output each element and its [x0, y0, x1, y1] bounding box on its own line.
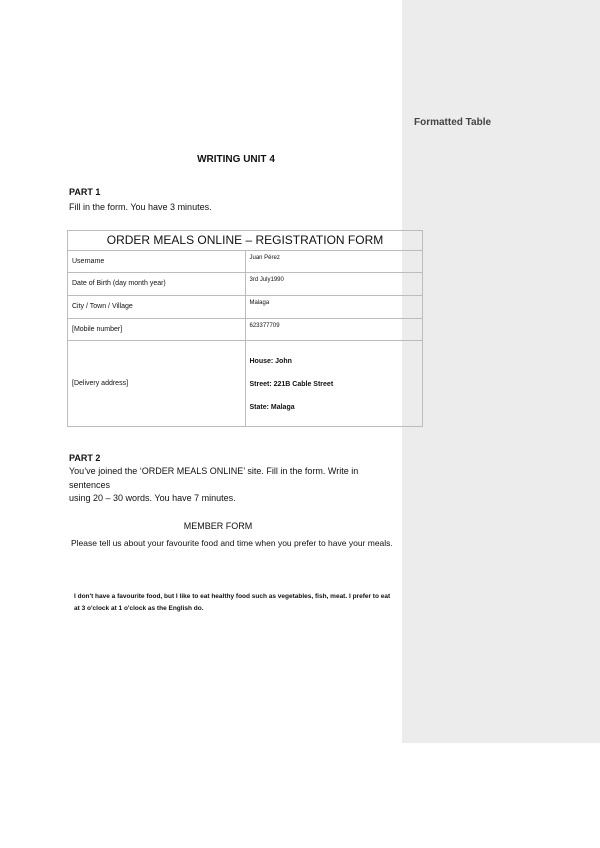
part2-instruction-line2: sentences	[69, 480, 111, 490]
part1-instruction: Fill in the form. You have 3 minutes.	[69, 202, 212, 212]
registration-form-table	[67, 230, 423, 427]
member-form-answer[interactable]: I don't have a favourite food, but I like to eat healthy food such as vegetables, fish, meat. I prefer to eat at 3 o'clock at 1 o'clock as the English do.	[74, 593, 391, 612]
username-label: Username	[68, 251, 246, 273]
mobile-label: [Mobile number]	[68, 319, 246, 341]
dob-value-cell[interactable]	[245, 273, 423, 296]
part2-heading: PART 2	[69, 453, 101, 463]
address-state: State: Malaga	[249, 404, 295, 411]
mobile-value: 623377709	[249, 323, 280, 329]
comment-title: Formatted Table	[414, 117, 492, 128]
dob-label: Date of Birth (day month year)	[68, 273, 246, 296]
dob-value: 3rd July1990	[249, 277, 284, 283]
address-house: House: John	[249, 358, 292, 365]
city-value-cell[interactable]	[245, 296, 423, 319]
member-form-question: Please tell us about your favourite food and time when you prefer to have your meals.	[71, 538, 393, 548]
address-street: Street: 221B Cable Street	[249, 381, 334, 388]
part2-instruction-line3: using 20 – 30 words. You have 7 minutes.	[69, 493, 236, 503]
address-label: [Delivery address]	[68, 341, 246, 427]
username-value-cell[interactable]	[245, 251, 423, 273]
form-title: ORDER MEALS ONLINE – REGISTRATION FORM	[68, 231, 423, 251]
part2-instruction-line1: You’ve joined the ‘ORDER MEALS ONLINE’ site. Fill in the form. Write in	[69, 466, 359, 476]
city-label: City / Town / Village	[68, 296, 246, 319]
part1-heading: PART 1	[69, 187, 101, 197]
document-title: WRITING UNIT 4	[197, 154, 275, 165]
member-form-title: MEMBER FORM	[183, 521, 253, 531]
username-value: Juan Pérez	[249, 255, 280, 261]
address-value-cell[interactable]	[245, 341, 423, 427]
city-value: Malaga	[249, 300, 270, 306]
comment-pane	[402, 0, 600, 743]
mobile-value-cell[interactable]	[245, 319, 423, 341]
